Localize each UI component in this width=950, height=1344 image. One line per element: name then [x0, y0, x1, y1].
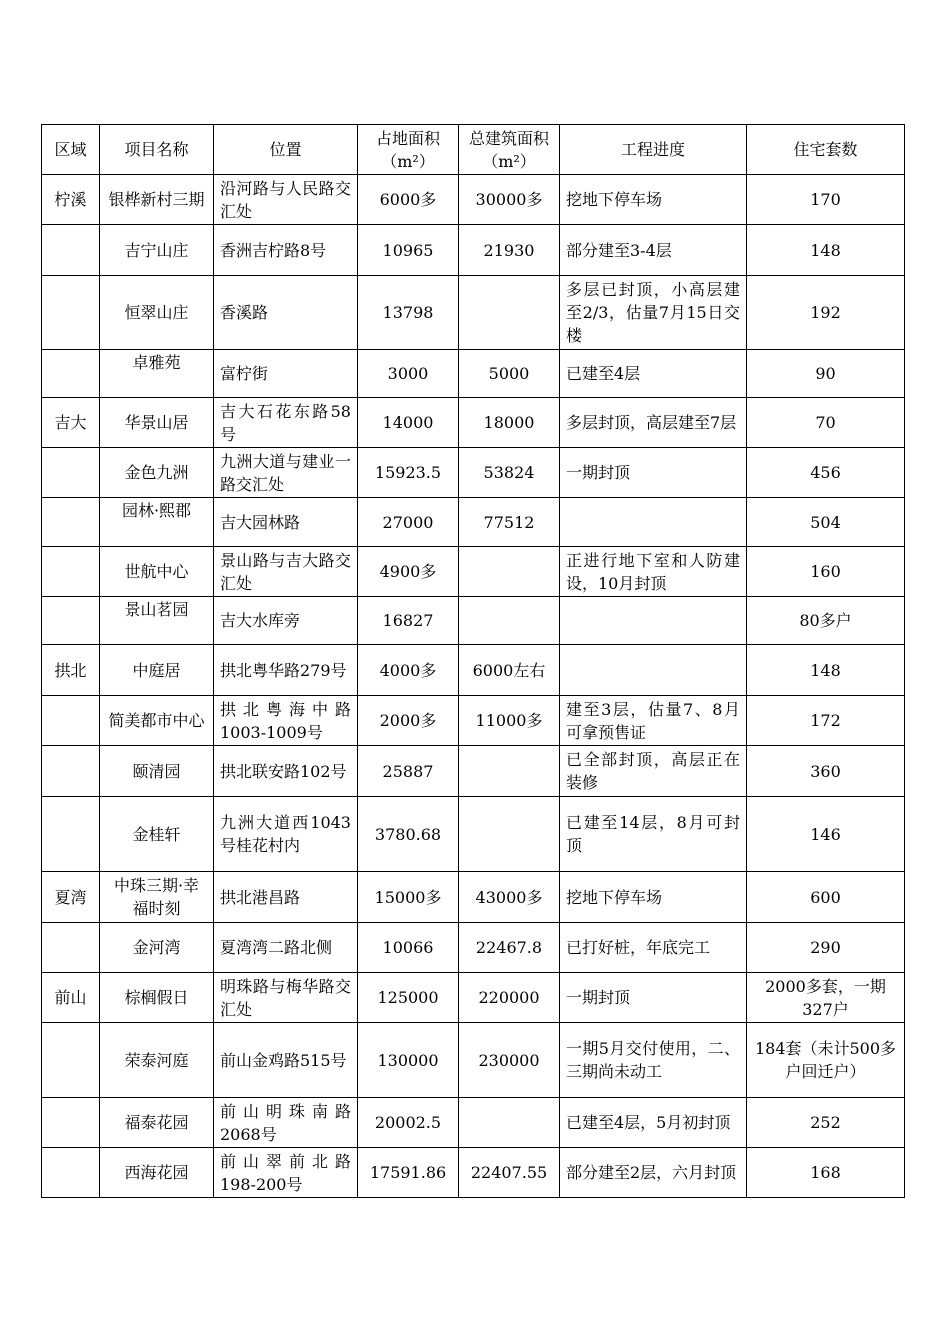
cell-progress: 已建至14层，8月可封顶 [560, 797, 747, 872]
cell-build: 43000多 [459, 872, 560, 923]
cell-location: 富柠街 [214, 350, 358, 398]
cell-units: 160 [747, 547, 905, 597]
cell-land: 20002.5 [358, 1098, 459, 1148]
cell-location: 景山路与吉大路交汇处 [214, 547, 358, 597]
cell-region: 夏湾 [42, 872, 100, 923]
cell-progress: 正进行地下室和人防建设，10月封顶 [560, 547, 747, 597]
cell-build: 11000多 [459, 696, 560, 746]
cell-location: 吉大园林路 [214, 498, 358, 547]
cell-location: 前山金鸡路515号 [214, 1023, 358, 1098]
cell-land: 125000 [358, 973, 459, 1023]
cell-land: 6000多 [358, 175, 459, 225]
housing-project-table [41, 124, 905, 1198]
cell-build: 22407.55 [459, 1148, 560, 1198]
cell-build: 30000多 [459, 175, 560, 225]
cell-name: 恒翠山庄 [100, 276, 214, 350]
cell-name: 棕榈假日 [100, 973, 214, 1023]
table-row [42, 398, 905, 448]
cell-progress: 一期封顶 [560, 448, 747, 498]
cell-build: 77512 [459, 498, 560, 547]
cell-land: 4900多 [358, 547, 459, 597]
header-name: 项目名称 [100, 125, 214, 175]
cell-region [42, 350, 100, 398]
cell-progress: 部分建至2层，六月封顶 [560, 1148, 747, 1198]
cell-region: 拱北 [42, 645, 100, 696]
cell-progress [560, 645, 747, 696]
cell-build: 18000 [459, 398, 560, 448]
cell-units: 148 [747, 225, 905, 276]
cell-land: 25887 [358, 746, 459, 797]
cell-progress: 挖地下停车场 [560, 175, 747, 225]
cell-name: 银桦新村三期 [100, 175, 214, 225]
cell-name: 园林·熙郡 [100, 498, 214, 547]
table-row [42, 547, 905, 597]
cell-region [42, 696, 100, 746]
table-row [42, 923, 905, 973]
cell-land: 13798 [358, 276, 459, 350]
cell-units: 290 [747, 923, 905, 973]
cell-progress: 多层封顶，高层建至7层 [560, 398, 747, 448]
cell-land: 3000 [358, 350, 459, 398]
cell-location: 拱北联安路102号 [214, 746, 358, 797]
table-row [42, 276, 905, 350]
cell-name: 颐清园 [100, 746, 214, 797]
header-region: 区域 [42, 125, 100, 175]
table-row [42, 350, 905, 398]
cell-build [459, 597, 560, 645]
cell-units: 360 [747, 746, 905, 797]
header-progress: 工程进度 [560, 125, 747, 175]
cell-units: 504 [747, 498, 905, 547]
cell-land: 130000 [358, 1023, 459, 1098]
cell-land: 16827 [358, 597, 459, 645]
table-row [42, 175, 905, 225]
table-row [42, 746, 905, 797]
cell-units: 90 [747, 350, 905, 398]
cell-units: 146 [747, 797, 905, 872]
cell-name: 景山茗园 [100, 597, 214, 645]
cell-land: 4000多 [358, 645, 459, 696]
table-row [42, 225, 905, 276]
cell-units: 168 [747, 1148, 905, 1198]
cell-build: 6000左右 [459, 645, 560, 696]
table-row [42, 696, 905, 746]
cell-region [42, 797, 100, 872]
cell-build [459, 797, 560, 872]
cell-name: 荣泰河庭 [100, 1023, 214, 1098]
cell-build [459, 746, 560, 797]
cell-progress: 已全部封顶，高层正在装修 [560, 746, 747, 797]
cell-location: 明珠路与梅华路交汇处 [214, 973, 358, 1023]
cell-progress: 一期5月交付使用，二、三期尚未动工 [560, 1023, 747, 1098]
cell-progress: 部分建至3-4层 [560, 225, 747, 276]
table-row [42, 973, 905, 1023]
cell-land: 2000多 [358, 696, 459, 746]
cell-region: 前山 [42, 973, 100, 1023]
cell-region: 柠溪 [42, 175, 100, 225]
cell-units: 172 [747, 696, 905, 746]
table-row [42, 797, 905, 872]
cell-land: 10965 [358, 225, 459, 276]
cell-name: 中珠三期·幸福时刻 [100, 872, 214, 923]
cell-build: 21930 [459, 225, 560, 276]
cell-land: 27000 [358, 498, 459, 547]
cell-location: 前山明珠南路2068号 [214, 1098, 358, 1148]
header-location: 位置 [214, 125, 358, 175]
cell-land: 14000 [358, 398, 459, 448]
table-row [42, 1098, 905, 1148]
cell-build: 53824 [459, 448, 560, 498]
cell-units: 70 [747, 398, 905, 448]
cell-location: 香洲吉柠路8号 [214, 225, 358, 276]
cell-progress: 一期封顶 [560, 973, 747, 1023]
cell-region [42, 276, 100, 350]
cell-progress: 挖地下停车场 [560, 872, 747, 923]
cell-progress: 已建至4层 [560, 350, 747, 398]
cell-location: 夏湾湾二路北侧 [214, 923, 358, 973]
cell-units: 456 [747, 448, 905, 498]
cell-build: 22467.8 [459, 923, 560, 973]
cell-name: 西海花园 [100, 1148, 214, 1198]
cell-land: 3780.68 [358, 797, 459, 872]
cell-location: 拱北粤海中路1003-1009号 [214, 696, 358, 746]
cell-name: 金色九洲 [100, 448, 214, 498]
cell-name: 吉宁山庄 [100, 225, 214, 276]
cell-build [459, 547, 560, 597]
cell-build: 5000 [459, 350, 560, 398]
cell-progress [560, 597, 747, 645]
cell-region [42, 448, 100, 498]
cell-build [459, 1098, 560, 1148]
cell-progress [560, 498, 747, 547]
table-row [42, 448, 905, 498]
cell-region [42, 597, 100, 645]
cell-units: 170 [747, 175, 905, 225]
cell-name: 世航中心 [100, 547, 214, 597]
cell-location: 九洲大道西1043号桂花村内 [214, 797, 358, 872]
cell-name: 金河湾 [100, 923, 214, 973]
cell-name: 中庭居 [100, 645, 214, 696]
cell-region [42, 746, 100, 797]
table-row [42, 872, 905, 923]
cell-progress: 已建至4层，5月初封顶 [560, 1098, 747, 1148]
cell-land: 15000多 [358, 872, 459, 923]
table-row [42, 645, 905, 696]
cell-build [459, 276, 560, 350]
cell-units: 600 [747, 872, 905, 923]
cell-units: 184套（未计500多户回迁户） [747, 1023, 905, 1098]
cell-location: 吉大水库旁 [214, 597, 358, 645]
cell-units: 252 [747, 1098, 905, 1148]
cell-land: 10066 [358, 923, 459, 973]
cell-progress: 建至3层，估量7、8月可拿预售证 [560, 696, 747, 746]
cell-units: 192 [747, 276, 905, 350]
header-row [42, 125, 905, 175]
cell-region [42, 923, 100, 973]
cell-region [42, 547, 100, 597]
cell-location: 沿河路与人民路交汇处 [214, 175, 358, 225]
table-row [42, 1023, 905, 1098]
cell-location: 拱北粤华路279号 [214, 645, 358, 696]
cell-land: 17591.86 [358, 1148, 459, 1198]
cell-units: 80多户 [747, 597, 905, 645]
cell-location: 香溪路 [214, 276, 358, 350]
header-units: 住宅套数 [747, 125, 905, 175]
table-row [42, 498, 905, 547]
cell-units: 2000多套，一期327户 [747, 973, 905, 1023]
cell-region [42, 498, 100, 547]
header-build-area: 总建筑面积（m²） [459, 125, 560, 175]
cell-region [42, 225, 100, 276]
cell-region [42, 1023, 100, 1098]
cell-name: 华景山居 [100, 398, 214, 448]
cell-name: 福泰花园 [100, 1098, 214, 1148]
header-land-area: 占地面积（m²） [358, 125, 459, 175]
cell-location: 前山翠前北路198-200号 [214, 1148, 358, 1198]
cell-location: 拱北港昌路 [214, 872, 358, 923]
cell-location: 吉大石花东路58号 [214, 398, 358, 448]
cell-units: 148 [747, 645, 905, 696]
cell-name: 金桂轩 [100, 797, 214, 872]
cell-region: 吉大 [42, 398, 100, 448]
cell-name: 简美都市中心 [100, 696, 214, 746]
cell-region [42, 1148, 100, 1198]
table-row [42, 1148, 905, 1198]
cell-build: 230000 [459, 1023, 560, 1098]
cell-land: 15923.5 [358, 448, 459, 498]
cell-location: 九洲大道与建业一路交汇处 [214, 448, 358, 498]
table-body [42, 175, 905, 1198]
cell-region [42, 1098, 100, 1148]
cell-progress: 多层已封顶，小高层建至2/3，估量7月15日交楼 [560, 276, 747, 350]
cell-name: 卓雅苑 [100, 350, 214, 398]
cell-progress: 已打好桩，年底完工 [560, 923, 747, 973]
cell-build: 220000 [459, 973, 560, 1023]
table-row [42, 597, 905, 645]
